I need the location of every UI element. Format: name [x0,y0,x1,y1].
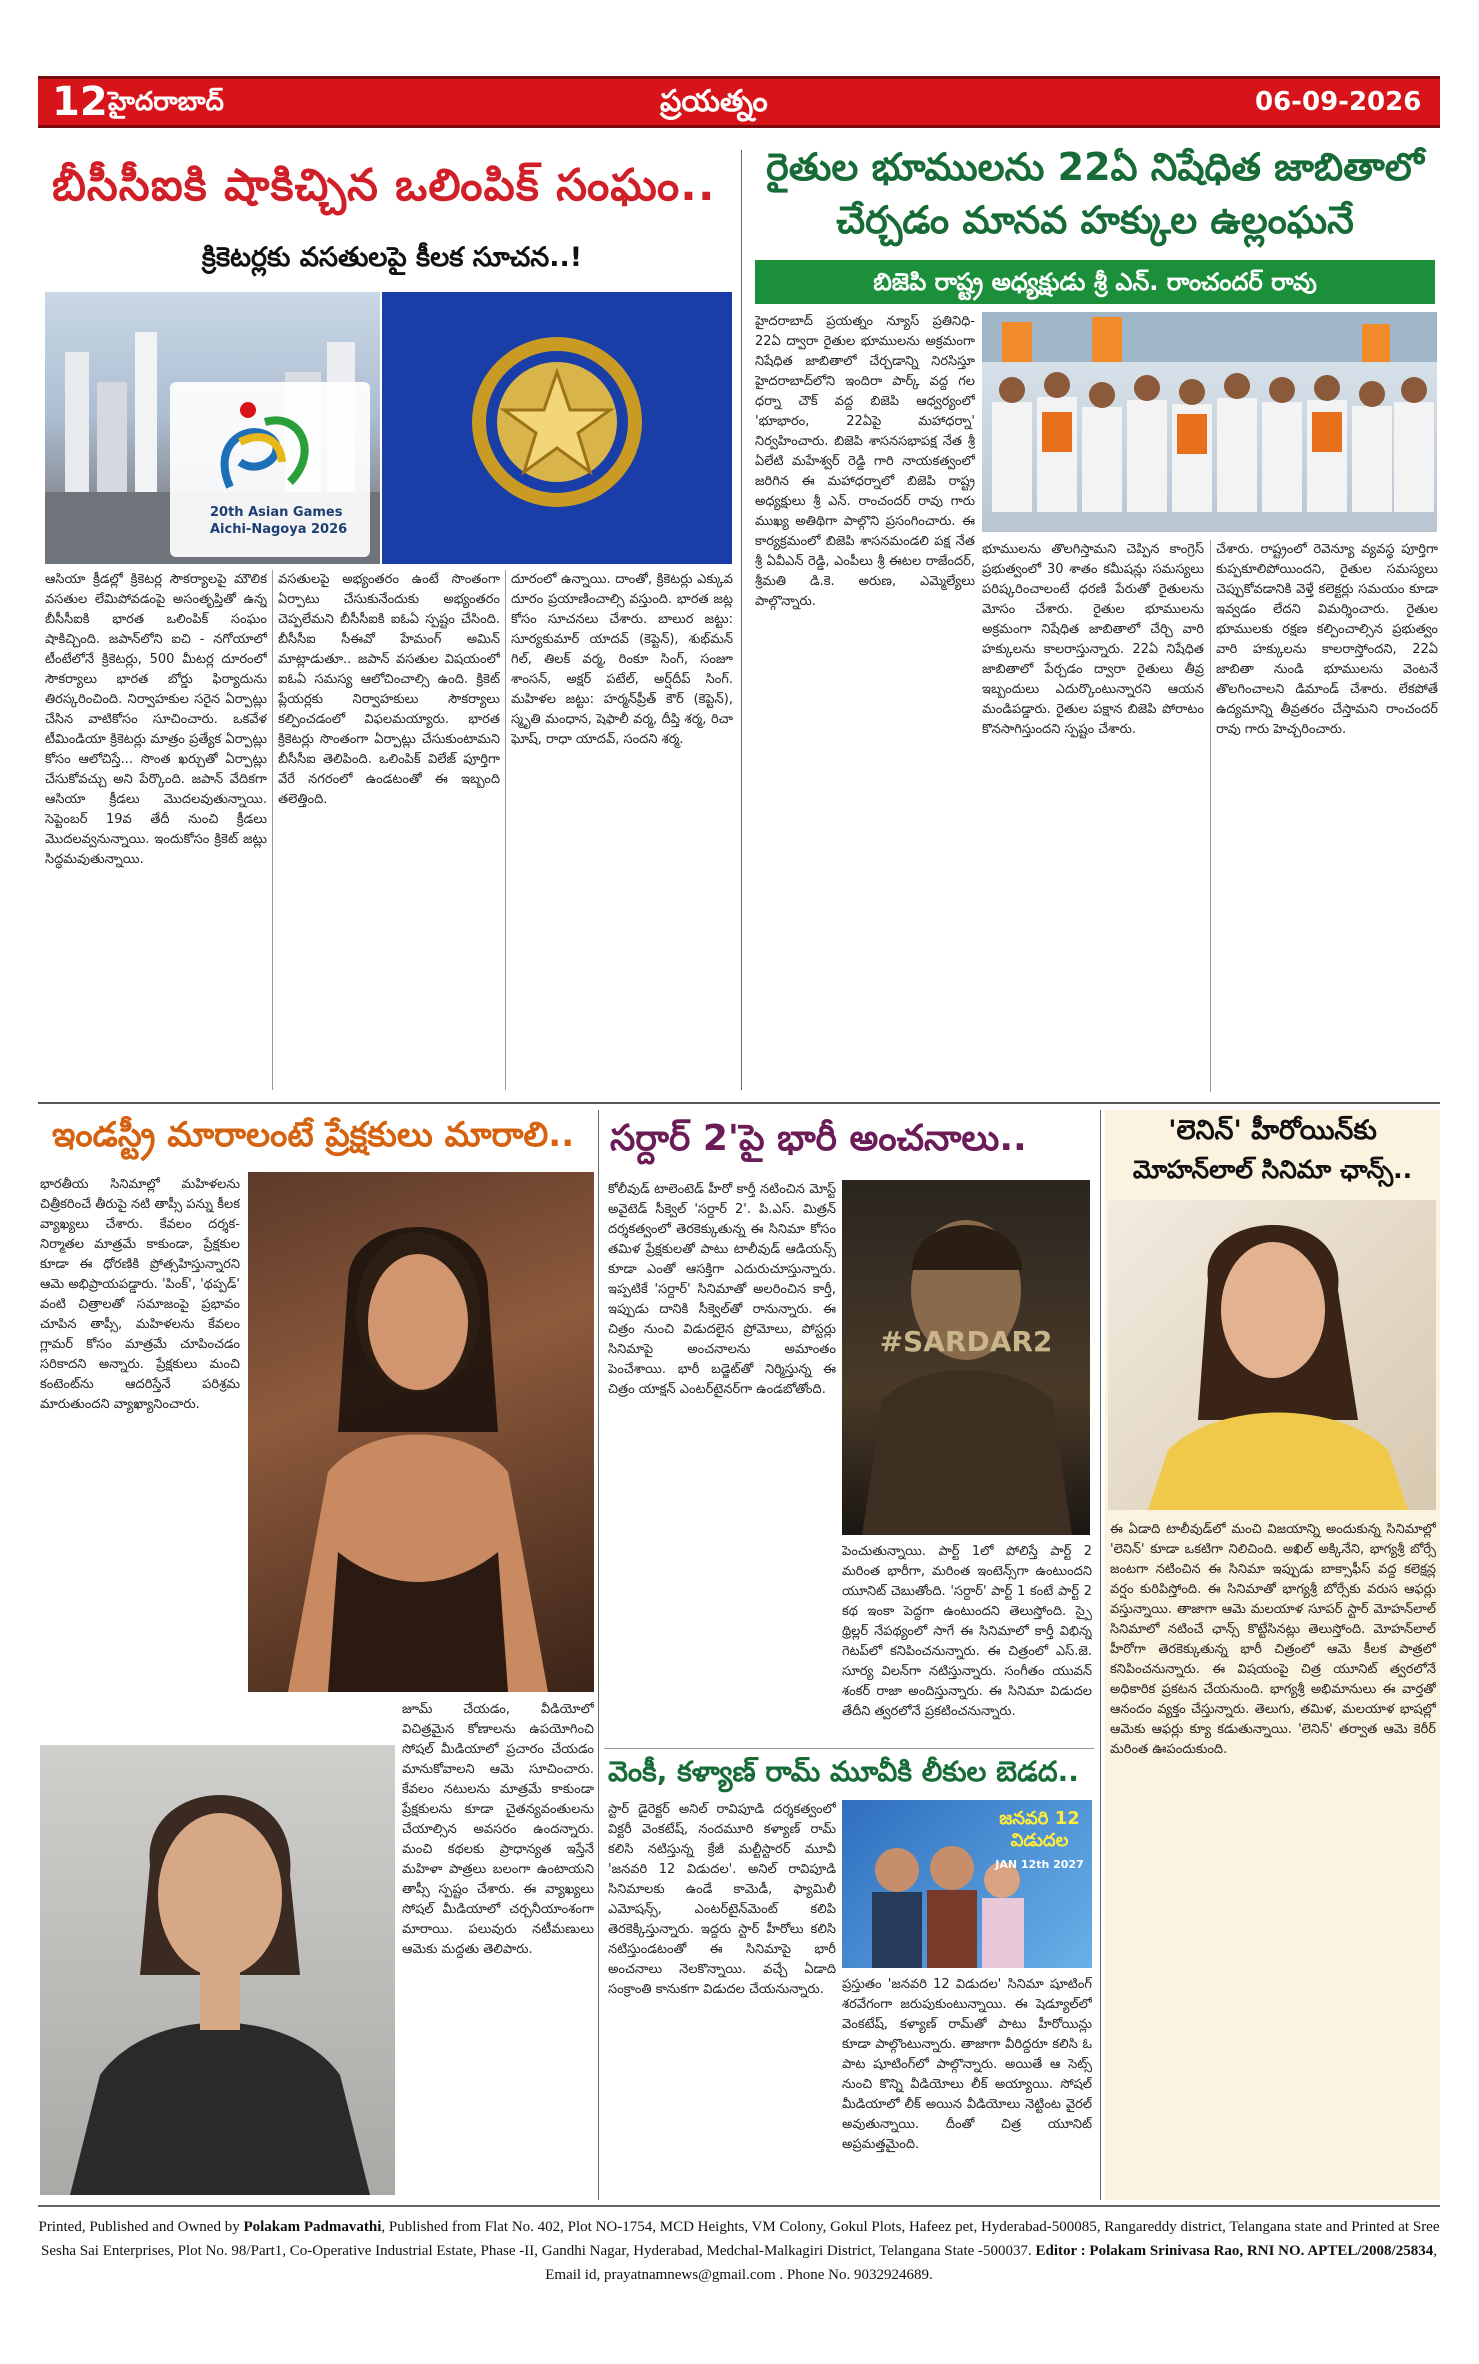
story5-headline: వెంకీ, కళ్యాణ్ రామ్ మూవీకి లీకుల బెడద.. [608,1755,1079,1788]
footer-owner: Polakam Padmavathi [243,2219,382,2235]
story5-column-2: ప్రస్తుతం 'జనవరి 12 విడుదల' సినిమా షూటింగ్ శరవేగంగా జరుపుకుంటున్నాయి. ఈ షెడ్యూల్‌లో వెంకటేష్, కళ్యాణ్ రామ్‌తో పాటు హీరోయిన్లు కూడా పాల్గొంటున్నారు. తాజాగా వీరిద్దరూ కలిసి ఓ పాట షూటింగ్‌లో పాల్గొన్నారు. అయితే ఆ సెట్స్ నుంచి కొన్ని వీడియోలు లీక్ అయ్యాయి. సోషల్ మీడియాలో లీక్ అయిన వీడియోలు నెట్టింట వైరల్ అవుతున్నాయి. దీంతో చిత్ర యూనిట్ అప్రమత్తమైంది. [842,1977,1092,2152]
issue-date: 06-09-2026 [1255,87,1422,117]
story1-headline: బీసీసీఐకి షాకిచ్చిన ఒలింపిక్ సంఘం.. [52,160,716,211]
lenin-heroine-photo [1108,1200,1436,1510]
column-divider [272,570,273,1090]
dharna-photo [982,312,1437,532]
story1-column-2: వసతులపై అభ్యంతరం ఉంటే సొంతంగా ఏర్పాటు చేసుకునేందుకు అభ్యంతరం చెప్పలేమని బీసీసీఐకి ఐఓఏ స్పష్టం చేసింది. బీసీసీఐ సీఈవో హేమంగ్ అమిన్ మాట్లాడుతూ.. జపాన్ వసతుల విషయంలో ఐఓఏ సమస్య ఆలోచించాల్సి ఉంది. క్రికెట్ ప్లేయర్లకు నిర్వాహకులు సౌకర్యాలు కల్పించడంలో విఫలమయ్యారు. భారత క్రికెటర్లు సొంతంగా ఏర్పాట్లు చేసుకుంటామని బీసీసీఐ తెలిపింది. ఒలింపిక్ విలేజ్ పూర్తిగా వేరే నగరంలో ఉండటంతో ఈ ఇబ్బంది తలెత్తింది. [278,572,500,807]
actress-photo-1 [248,1172,594,1692]
imprint-footer [38,2205,1440,2287]
asian-games-logo [170,382,370,557]
venky-poster-date: JAN 12th 2027 [995,1858,1084,1871]
city-label: హైదరాబాద్ [108,87,224,117]
story6-headline-line2: మోహన్‌లాల్ సినిమా ఛాన్స్.. [1132,1155,1413,1184]
story1-column-1: ఆసియా క్రీడల్లో క్రికెటర్ల సౌకర్యాలపై మౌలిక వసతుల లేమిపోవడంపై అసంతృప్తితో ఉన్న బీసీసీఐకి భారత ఒలింపిక్ సంఘం షాకిచ్చింది. జపాన్‌లోని ఐచి - నగోయాలో టీంటేలోనే క్రికెటర్లు, 500 మీటర్ల దూరంలో సౌకర్యాలు భారత బోర్డు ఫిర్యాదును తిరస్కరించింది. నిర్వాహకుల సరైన ఏర్పాట్లు చేసిన వాటికోసం సూచించారు. ఒకవేళ టీమిండియా క్రికెటర్లు మాత్రం ప్రత్యేక ఏర్పాట్లు కోసం ఆలోచిస్తే... సొంత ఖర్చుతో ఏర్పాట్లు చేసుకోవచ్చు అని పేర్కొంది. జపాన్ వేదికగా ఆసియా క్రీడలు మొదలవుతున్నాయి. సెప్టెంబర్ 19వ తేదీ నుంచి క్రీడలు మొదలవ్వనున్నాయి. ఇందుకోసం క్రికెట్ జట్లు సిద్ధమవుతున్నాయి. [45,572,267,867]
city-skyline-photo [45,292,380,564]
story6-column-1: ఈ ఏడాది టాలీవుడ్‌లో మంచి విజయాన్ని అందుకున్న సినిమాల్లో 'లెనిన్' కూడా ఒకటిగా నిలిచింది. అఖిల్ అక్కినేని, భాగ్యశ్రీ బోర్సే జంటగా నటించిన ఈ సినిమా ఇప్పుడు బాక్సాఫీస్ వద్ద కలెక్షన్ల వర్షం కురిపిస్తోంది. ఈ సినిమాతో భాగ్యశ్రీ బోర్సేకు వరుస ఆఫర్లు వస్తున్నాయి. తాజాగా ఆమె మలయాళ సూపర్ స్టార్ మోహన్‌లాల్ సినిమాలో నటించే ఛాన్స్ కొట్టేసినట్లు తెలుస్తోంది. మోహన్‌లాల్ హీరోగా తెరకెక్కుతున్న భారీ చిత్రంలో ఆమె కీలక పాత్రలో కనిపించనున్నారు. ఈ విషయంపై చిత్ర యూనిట్ త్వరలోనే అధికారిక ప్రకటన చేయనుంది. భాగ్యశ్రీ అభిమానులు ఈ వార్తతో ఆనందం వ్యక్తం చేస్తున్నారు. తెలుగు, తమిళ, మలయాళ భాషల్లో ఆమెకు ఆఫర్లు క్యూ కడుతున్నాయి. 'లెనిన్' తర్వాత ఆమె కెరీర్ మరింత ఊపందుకుంది. [1110,1522,1436,1757]
bcci-logo-photo [382,292,732,564]
story4-column-2: పెంచుతున్నాయి. పార్ట్ 1లో పోలిస్తే పార్ట్ 2 మరింత భారీగా, మరింత ఇంటెన్స్‌గా ఉంటుందని యూనిట్ చెబుతోంది. 'సర్దార్' పార్ట్ 1 కంటే పార్ట్ 2 కథ ఇంకా పెద్దగా ఉంటుందని తెలుస్తోంది. స్పై థ్రిల్లర్ నేపథ్యంలో సాగే ఈ సినిమాలో కార్తీ విభిన్న గెటప్‌లో కనిపించనున్నారు. ఈ చిత్రంలో ఎస్.జె. సూర్య విలన్‌గా నటిస్తున్నారు. సంగీతం యువన్ శంకర్ రాజా అందిస్తున్నారు. ఈ సినిమా విడుదల తేదీని త్వరలోనే ప్రకటించనున్నారు. [842,1544,1092,1719]
section-divider [604,1748,1094,1749]
sardar2-poster-title: #SARDAR2 [879,1325,1053,1358]
story5-column-1: స్టార్ డైరెక్టర్ అనిల్ రావిపూడి దర్శకత్వంలో విక్టరీ వెంకటేష్, నందమూరి కళ్యాణ్ రామ్ కలిసి నటిస్తున్న క్రేజీ మల్టీస్టారర్ మూవీ 'జనవరి 12 విడుదల'. అనిల్ రావిపూడి సినిమాలకు ఉండే కామెడీ, ఫ్యామిలీ ఎమోషన్స్, ఎంటర్‌టైన్‌మెంట్ కలిపి తెరకెక్కిస్తున్నారు. ఇద్దరు స్టార్ హీరోలు కలిసి నటిస్తుండటంతో ఈ సినిమాపై భారీ అంచనాలు నెలకొన్నాయి. వచ్చే ఏడాది సంక్రాంతి కానుకగా విడుదల చేయనున్నారు. [608,1802,836,1997]
section-divider [741,150,742,1090]
story1-subhead: క్రికెటర్లకు వసతులపై కీలక సూచన..! [201,242,583,273]
venky-movie-poster [842,1800,1092,1968]
footer-text-2: , Published from Flat No. 402, Plot NO-1754, MCD Heights, VM Colony, Gokul Plots, Hafeez pet, Hyderabad-500085, Rangareddy district, Telangana state and Printed at Sree Sesha Sai Enterprises, Plot No. 98/Part1, Co-Operative Industrial Estate, Phase -II, Gandhi Nagar, Hyderabad, Medchal-Malkagiri District, Telangana State -500037. [41,2219,1440,2259]
story6-headline-line1: 'లెనిన్' హీరోయిన్‌కు [1168,1115,1377,1146]
story2-column-1: హైదరాబాద్ ప్రయత్నం న్యూస్ ప్రతినిధి- 22ఏ ద్వారా రైతుల భూములను అక్రమంగా నిషేధిత జాబితాలో చేర్చడాన్ని నిరసిస్తూ హైదరాబాద్‌లోని ఇందిరా పార్క్ వద్ద గల ధర్నా చౌక్ వద్ద బిజెపి ఆధ్వర్యంలో 'భూభారం, 22ఏపై మహాధర్నా' నిర్వహించారు. బిజెపి శాసనసభాపక్ష నేత శ్రీ ఏలేటి మహేశ్వర్ రెడ్డి గారి నాయకత్వంలో జరిగిన ఈ మహాధర్నాలో బిజెపి రాష్ట్ర అధ్యక్షులు శ్రీ ఎన్. రాంచందర్ రావు గారు ముఖ్య అతిథిగా పాల్గొని ప్రసంగించారు. ఈ కార్యక్రమంలో బిజెపి శాసనమండలి పక్ష నేత శ్రీ ఏవీఎన్ రెడ్డి, ఎంపీలు శ్రీ ఈటల రాజేందర్, శ్రీమతి డి.కె. అరుణ, ఎమ్మెల్యేలు పాల్గొన్నారు. [755,314,975,609]
column-divider [505,570,506,1090]
story2-headline-line1: రైతుల భూములను 22ఏ నిషేధిత జాబితాలో [766,145,1424,189]
story1-column-3: దూరంలో ఉన్నాయి. దాంతో, క్రికెటర్లు ఎక్కువ దూరం ప్రయాణించాల్సి వస్తుంది. భారత జట్ల కోసం సూచనలు చేశారు. బాలుర జట్టు: సూర్యకుమార్ యాదవ్ (కెప్టెన్), శుభ్‌మన్ గిల్, తిలక్ వర్మ, రింకూ సింగ్, సంజూ శాంసన్, అక్షర్ పటేల్, అర్ష్‌దీప్ సింగ్. మహిళల జట్టు: హర్మన్‌ప్రీత్ కౌర్ (కెప్టెన్), స్మృతి మంధాన, షెఫాలీ వర్మ, దీప్తి శర్మ, రిచా ఘోష్, రాధా యాదవ్, సందని శర్మ. [511,572,733,747]
asian-games-text: 20th Asian Games Aichi-Nagoya 2026 [210,505,348,537]
section-divider [598,1110,599,2200]
story2-headline-line2: చేర్చడం మానవ హక్కుల ఉల్లంఘనే [836,198,1354,242]
story4-column-1: కోలీవుడ్ టాలెంటెడ్ హీరో కార్తీ నటించిన మోస్ట్ అవైటెడ్ సీక్వెల్ 'సర్దార్ 2'. పి.ఎస్. మిత్రన్ దర్శకత్వంలో తెరకెక్కుతున్న ఈ సినిమా కోసం తమిళ ప్రేక్షకులతో పాటు టాలీవుడ్ ఆడియన్స్ కూడా ఎంతో ఆసక్తిగా ఎదురుచూస్తున్నారు. ఇప్పటికే 'సర్దార్' సినిమాతో అలరించిన కార్తీ, ఇప్పుడు దానికి సీక్వెల్‌తో రానున్నారు. ఈ చిత్రం నుంచి విడుదలైన ప్రోమోలు, పోస్టర్లు సినిమాపై అంచనాలను అమాంతం పెంచేశాయి. భారీ బడ్జెట్‌తో నిర్మిస్తున్న ఈ చిత్రం యాక్షన్ ఎంటర్‌టైనర్‌గా ఉండబోతోంది. [608,1182,836,1397]
column-divider [1210,540,1211,1092]
story3-column-2: జూమ్ చేయడం, వీడియోలో విచిత్రమైన కోణాలను ఉపయోగించి సోషల్ మీడియాలో ప్రచారం చేయడం మానుకోవాలని ఆమె సూచించారు. కేవలం నటులను మాత్రమే కాకుండా ప్రేక్షకులను కూడా చైతన్యవంతులను చేయాల్సిన అవసరం ఉందన్నారు. మంచి కథలకు ప్రాధాన్యత ఇస్తేనే మహిళా పాత్రలు బలంగా ఉంటాయని తాప్సీ స్పష్టం చేశారు. ఈ వ్యాఖ్యలు సోషల్ మీడియాలో చర్చనీయాంశంగా మారాయి. పలువురు నటీమణులు ఆమెకు మద్దతు తెలిపారు. [402,1702,594,1957]
actress-photo-2 [40,1745,395,2195]
footer-rni: RNI NO. APTEL/2008/25834 [1246,2243,1434,2259]
story3-headline: ఇండస్ట్రీ మారాలంటే ప్రేక్షకులు మారాలి.. [52,1115,575,1155]
story2-byline-band: బిజెపి రాష్ట్ర అధ్యక్షుడు శ్రీ ఎన్. రాంచందర్ రావు [755,260,1435,304]
footer-contact: , Email id, prayatnamnews@gmail.com . Phone No. 9032924689. [545,2243,1437,2283]
story4-headline: సర్దార్ 2'పై భారీ అంచనాలు.. [610,1118,1027,1159]
footer-editor: Editor : Polakam Srinivasa Rao, [1035,2243,1244,2259]
venky-poster-title: జనవరి 12 విడుదల [999,1808,1080,1851]
sardar2-poster [842,1180,1090,1535]
footer-text-1: Printed, Published and Owned by [38,2219,244,2235]
story2-column-3: చేశారు. రాష్ట్రంలో రెవెన్యూ వ్యవస్థ పూర్తిగా కుప్పకూలిపోయిందని, రైతుల సమస్యలు చెప్పుకోవడానికి వెళ్తే కలెక్టర్లు సమయం కూడా ఇవ్వడం లేదని విమర్శించారు. రైతుల భూములకు రక్షణ కల్పించాల్సిన ప్రభుత్వం వారి హక్కులను కాలరాస్తోందని, 22ఏ జాబితా నుండి భూములను వెంటనే తొలగించాలని డిమాండ్ చేశారు. లేకపోతే ఉద్యమాన్ని తీవ్రతరం చేస్తామని రాంచందర్ రావు గారు హెచ్చరించారు. [1216,542,1438,737]
page-number: 12 [52,79,108,125]
masthead: ప్రయత్నం [660,84,768,119]
story2-column-2: భూములను తొలగిస్తామని చెప్పిన కాంగ్రెస్ ప్రభుత్వంలో 30 శాతం కమీషన్లు సమస్యలు పరిష్కరించాలంటే ధరణి పేరుతో రైతులను మోసం చేశారు. రైతుల భూములను అక్రమంగా నిషేధిత జాబితాలో చేర్చి వారి హక్కులను కాలరాస్తున్నారు. 22ఏ నిషేధిత జాబితాలో పేర్చడం ద్వారా రైతులు తీవ్ర ఇబ్బందులు ఎదుర్కొంటున్నారని ఆయన మండిపడ్డారు. రైతుల పక్షాన బిజెపి పోరాటం కొనసాగిస్తుందని స్పష్టం చేశారు. [982,542,1204,737]
section-divider [1100,1110,1101,2200]
story3-column-1: భారతీయ సినిమాల్లో మహిళలను చిత్రీకరించే తీరుపై నటి తాప్సీ పన్ను కీలక వ్యాఖ్యలు చేశారు. కేవలం దర్శక-నిర్మాతల మాత్రమే కాకుండా, ప్రేక్షకుల కూడా ఈ ధోరణికి ప్రోత్సహిస్తున్నారని ఆమె అభిప్రాయపడ్డారు. 'పింక్', 'థప్పడ్' వంటి చిత్రాలతో సమాజంపై ప్రభావం చూపిన తాప్సీ, మహిళలను కేవలం గ్లామర్ కోసం మాత్రమే చూపించడం సరికాదని అన్నారు. ప్రేక్షకులు మంచి కంటెంట్‌ను ఆదరిస్తేనే పరిశ్రమ మారుతుందని వ్యాఖ్యానించారు. [40,1177,240,1412]
section-divider [38,1102,1440,1104]
